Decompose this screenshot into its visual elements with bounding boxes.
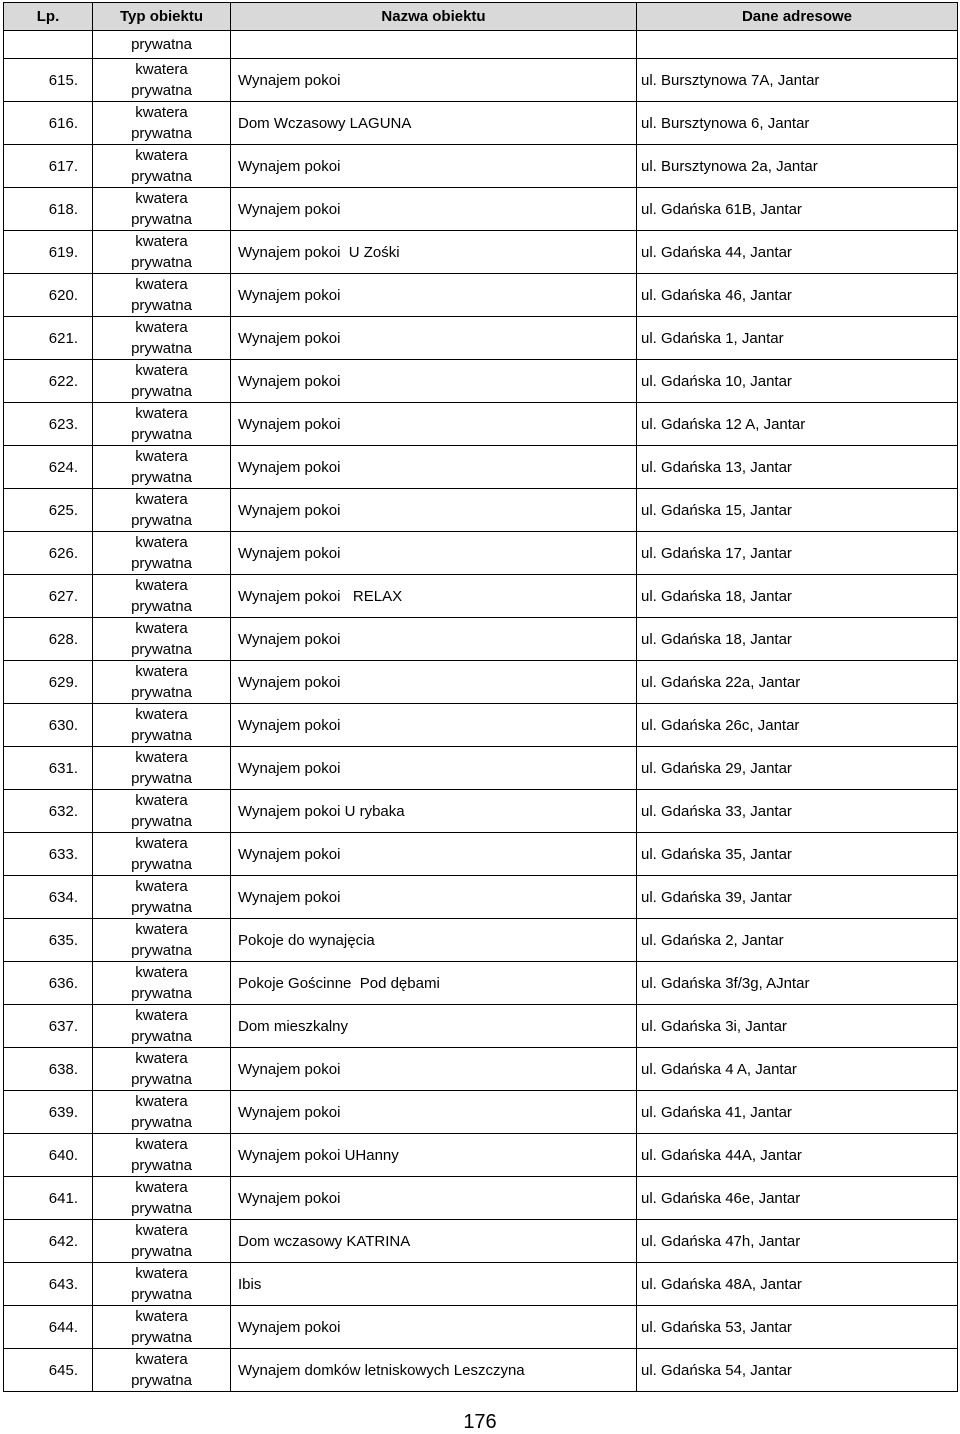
row-nazwa-obiektu: Wynajem pokoi: [231, 360, 637, 403]
continuation-adres: [637, 31, 958, 59]
row-nazwa-obiektu: Wynajem pokoi: [231, 403, 637, 446]
row-dane-adresowe: ul. Gdańska 15, Jantar: [637, 489, 958, 532]
row-typ-line: prywatna: [131, 598, 192, 615]
row-typ-line: prywatna: [131, 770, 192, 787]
row-nazwa-obiektu: Wynajem pokoi: [231, 1306, 637, 1349]
table-row: [4, 704, 958, 747]
row-typ-obiektu: [93, 532, 231, 575]
row-typ-line: prywatna: [131, 254, 192, 271]
row-dane-adresowe: ul. Gdańska 17, Jantar: [637, 532, 958, 575]
row-typ-line: prywatna: [131, 1329, 192, 1346]
row-dane-adresowe: ul. Gdańska 39, Jantar: [637, 876, 958, 919]
row-typ-obiektu: [93, 145, 231, 188]
row-nazwa-obiektu: Wynajem pokoi: [231, 274, 637, 317]
row-nazwa-obiektu: Wynajem pokoi: [231, 618, 637, 661]
row-typ-line: kwatera: [135, 921, 188, 938]
row-typ-line: kwatera: [135, 1308, 188, 1325]
table-row: [4, 1048, 958, 1091]
accommodation-table: [3, 2, 958, 1392]
row-typ-obiektu: [93, 1048, 231, 1091]
row-typ-line: kwatera: [135, 491, 188, 508]
row-lp: 631.: [4, 747, 93, 790]
table-row: [4, 618, 958, 661]
row-typ-line: prywatna: [131, 856, 192, 873]
row-typ-line: prywatna: [131, 1157, 192, 1174]
row-lp: 642.: [4, 1220, 93, 1263]
row-typ-line: kwatera: [135, 233, 188, 250]
row-typ-line: kwatera: [135, 620, 188, 637]
row-dane-adresowe: ul. Gdańska 35, Jantar: [637, 833, 958, 876]
row-typ-line: kwatera: [135, 319, 188, 336]
table-row: [4, 661, 958, 704]
row-nazwa-obiektu: Wynajem pokoi: [231, 1091, 637, 1134]
row-typ-line: kwatera: [135, 1265, 188, 1282]
row-typ-line: prywatna: [131, 1243, 192, 1260]
row-lp: 645.: [4, 1349, 93, 1392]
row-typ-line: kwatera: [135, 663, 188, 680]
row-typ-line: kwatera: [135, 706, 188, 723]
table-row: [4, 1220, 958, 1263]
row-typ-obiektu: [93, 1005, 231, 1048]
table-row: [4, 59, 958, 102]
row-typ-line: prywatna: [131, 1071, 192, 1088]
row-nazwa-obiektu: Wynajem pokoi: [231, 1048, 637, 1091]
row-typ-line: kwatera: [135, 1351, 188, 1368]
row-typ-line: prywatna: [131, 168, 192, 185]
row-nazwa-obiektu: Wynajem pokoi: [231, 704, 637, 747]
row-dane-adresowe: ul. Gdańska 54, Jantar: [637, 1349, 958, 1392]
header-lp: Lp.: [4, 3, 93, 31]
row-dane-adresowe: ul. Gdańska 41, Jantar: [637, 1091, 958, 1134]
row-typ-line: kwatera: [135, 104, 188, 121]
row-typ-obiektu: [93, 747, 231, 790]
table-row: [4, 1005, 958, 1048]
row-nazwa-obiektu: Wynajem pokoi: [231, 188, 637, 231]
row-typ-obiektu: [93, 231, 231, 274]
row-dane-adresowe: ul. Gdańska 46, Jantar: [637, 274, 958, 317]
row-typ-obiektu: [93, 661, 231, 704]
row-typ-obiektu: [93, 274, 231, 317]
continuation-typ: prywatna: [93, 31, 231, 59]
row-nazwa-obiektu: Wynajem pokoi: [231, 1177, 637, 1220]
table-row: [4, 188, 958, 231]
row-lp: 637.: [4, 1005, 93, 1048]
row-typ-line: prywatna: [131, 1286, 192, 1303]
row-lp: 622.: [4, 360, 93, 403]
row-lp: 627.: [4, 575, 93, 618]
table-row: [4, 919, 958, 962]
row-nazwa-obiektu: Wynajem pokoi: [231, 833, 637, 876]
row-nazwa-obiektu: Wynajem pokoi U rybaka: [231, 790, 637, 833]
row-dane-adresowe: ul. Bursztynowa 6, Jantar: [637, 102, 958, 145]
row-typ-line: prywatna: [131, 1372, 192, 1389]
row-lp: 628.: [4, 618, 93, 661]
row-typ-obiektu: [93, 618, 231, 661]
table-row: [4, 1306, 958, 1349]
row-dane-adresowe: ul. Gdańska 44A, Jantar: [637, 1134, 958, 1177]
table-row: [4, 833, 958, 876]
row-typ-line: kwatera: [135, 577, 188, 594]
row-typ-line: kwatera: [135, 1179, 188, 1196]
continuation-lp: [4, 31, 93, 59]
row-dane-adresowe: ul. Gdańska 3i, Jantar: [637, 1005, 958, 1048]
row-dane-adresowe: ul. Gdańska 12 A, Jantar: [637, 403, 958, 446]
row-lp: 626.: [4, 532, 93, 575]
row-dane-adresowe: ul. Gdańska 18, Jantar: [637, 618, 958, 661]
row-nazwa-obiektu: Ibis: [231, 1263, 637, 1306]
row-typ-line: kwatera: [135, 1136, 188, 1153]
row-lp: 639.: [4, 1091, 93, 1134]
row-nazwa-obiektu: Wynajem pokoi: [231, 59, 637, 102]
table-row: [4, 962, 958, 1005]
row-typ-line: kwatera: [135, 878, 188, 895]
table-row: [4, 1177, 958, 1220]
row-dane-adresowe: ul. Gdańska 53, Jantar: [637, 1306, 958, 1349]
row-typ-line: prywatna: [131, 125, 192, 142]
row-typ-line: prywatna: [131, 297, 192, 314]
table-row: [4, 102, 958, 145]
row-nazwa-obiektu: Dom Wczasowy LAGUNA: [231, 102, 637, 145]
table-row: [4, 1263, 958, 1306]
row-nazwa-obiektu: Wynajem pokoi: [231, 317, 637, 360]
row-lp: 619.: [4, 231, 93, 274]
row-lp: 625.: [4, 489, 93, 532]
row-typ-line: prywatna: [131, 1200, 192, 1217]
table-row: [4, 575, 958, 618]
row-typ-obiektu: [93, 59, 231, 102]
row-typ-line: prywatna: [131, 942, 192, 959]
table-row: [4, 1091, 958, 1134]
row-lp: 623.: [4, 403, 93, 446]
row-nazwa-obiektu: Wynajem pokoi: [231, 489, 637, 532]
row-dane-adresowe: ul. Gdańska 18, Jantar: [637, 575, 958, 618]
row-typ-line: kwatera: [135, 835, 188, 852]
row-typ-line: kwatera: [135, 276, 188, 293]
row-nazwa-obiektu: Wynajem pokoi: [231, 446, 637, 489]
row-typ-obiektu: [93, 1177, 231, 1220]
table-row: [4, 317, 958, 360]
row-dane-adresowe: ul. Gdańska 33, Jantar: [637, 790, 958, 833]
row-nazwa-obiektu: Wynajem pokoi: [231, 532, 637, 575]
row-typ-obiektu: [93, 1306, 231, 1349]
row-lp: 632.: [4, 790, 93, 833]
row-nazwa-obiektu: Wynajem pokoi: [231, 747, 637, 790]
row-typ-obiektu: [93, 833, 231, 876]
table-row: [4, 790, 958, 833]
row-lp: 641.: [4, 1177, 93, 1220]
row-typ-line: kwatera: [135, 749, 188, 766]
row-typ-line: prywatna: [131, 813, 192, 830]
row-typ-obiektu: [93, 403, 231, 446]
row-typ-obiektu: [93, 790, 231, 833]
row-typ-line: prywatna: [131, 727, 192, 744]
row-lp: 616.: [4, 102, 93, 145]
row-lp: 634.: [4, 876, 93, 919]
row-dane-adresowe: ul. Gdańska 3f/3g, AJntar: [637, 962, 958, 1005]
row-typ-line: kwatera: [135, 792, 188, 809]
row-lp: 615.: [4, 59, 93, 102]
header-typ-obiektu: Typ obiektu: [93, 3, 231, 31]
row-typ-line: prywatna: [131, 82, 192, 99]
row-typ-line: kwatera: [135, 1050, 188, 1067]
row-dane-adresowe: ul. Gdańska 22a, Jantar: [637, 661, 958, 704]
row-dane-adresowe: ul. Gdańska 26c, Jantar: [637, 704, 958, 747]
table-row: [4, 145, 958, 188]
row-typ-obiektu: [93, 102, 231, 145]
table-row: [4, 489, 958, 532]
row-typ-obiektu: [93, 317, 231, 360]
row-typ-line: kwatera: [135, 362, 188, 379]
row-typ-line: prywatna: [131, 1114, 192, 1131]
row-typ-line: kwatera: [135, 448, 188, 465]
header-nazwa-obiektu: Nazwa obiektu: [231, 3, 637, 31]
row-lp: 630.: [4, 704, 93, 747]
row-dane-adresowe: ul. Gdańska 44, Jantar: [637, 231, 958, 274]
row-typ-obiektu: [93, 1220, 231, 1263]
row-dane-adresowe: ul. Gdańska 13, Jantar: [637, 446, 958, 489]
row-nazwa-obiektu: Wynajem pokoi UHanny: [231, 1134, 637, 1177]
table-row: [4, 360, 958, 403]
row-typ-obiektu: [93, 188, 231, 231]
row-typ-obiektu: [93, 1134, 231, 1177]
row-typ-line: kwatera: [135, 405, 188, 422]
row-lp: 636.: [4, 962, 93, 1005]
row-typ-obiektu: [93, 1263, 231, 1306]
row-lp: 620.: [4, 274, 93, 317]
row-nazwa-obiektu: Wynajem pokoi: [231, 661, 637, 704]
header-row: [4, 3, 958, 31]
row-typ-line: prywatna: [131, 899, 192, 916]
row-typ-obiektu: [93, 446, 231, 489]
row-nazwa-obiektu: Wynajem pokoi: [231, 876, 637, 919]
row-typ-line: kwatera: [135, 61, 188, 78]
row-typ-obiektu: [93, 876, 231, 919]
row-nazwa-obiektu: Pokoje Gościnne Pod dębami: [231, 962, 637, 1005]
row-nazwa-obiektu: Wynajem pokoi: [231, 145, 637, 188]
row-typ-obiektu: [93, 704, 231, 747]
table-row: [4, 532, 958, 575]
continuation-nazwa: [231, 31, 637, 59]
row-dane-adresowe: ul. Gdańska 29, Jantar: [637, 747, 958, 790]
row-typ-line: kwatera: [135, 147, 188, 164]
row-typ-obiektu: [93, 360, 231, 403]
row-typ-obiektu: [93, 1091, 231, 1134]
row-dane-adresowe: ul. Gdańska 46e, Jantar: [637, 1177, 958, 1220]
header-dane-adresowe: Dane adresowe: [637, 3, 958, 31]
row-typ-line: prywatna: [131, 1028, 192, 1045]
row-lp: 644.: [4, 1306, 93, 1349]
row-nazwa-obiektu: Dom wczasowy KATRINA: [231, 1220, 637, 1263]
row-dane-adresowe: ul. Bursztynowa 2a, Jantar: [637, 145, 958, 188]
row-dane-adresowe: ul. Gdańska 1, Jantar: [637, 317, 958, 360]
table-row: [4, 747, 958, 790]
row-dane-adresowe: ul. Gdańska 10, Jantar: [637, 360, 958, 403]
row-nazwa-obiektu: Wynajem pokoi U Zośki: [231, 231, 637, 274]
row-typ-obiektu: [93, 962, 231, 1005]
continuation-row: [4, 31, 958, 59]
row-dane-adresowe: ul. Gdańska 4 A, Jantar: [637, 1048, 958, 1091]
row-typ-line: prywatna: [131, 641, 192, 658]
row-lp: 617.: [4, 145, 93, 188]
row-lp: 621.: [4, 317, 93, 360]
table-row: [4, 876, 958, 919]
table-row: [4, 446, 958, 489]
row-typ-line: prywatna: [131, 985, 192, 1002]
row-lp: 624.: [4, 446, 93, 489]
row-typ-line: prywatna: [131, 469, 192, 486]
table-row: [4, 1134, 958, 1177]
row-nazwa-obiektu: Wynajem pokoi RELAX: [231, 575, 637, 618]
row-typ-line: prywatna: [131, 512, 192, 529]
row-lp: 633.: [4, 833, 93, 876]
row-dane-adresowe: ul. Bursztynowa 7A, Jantar: [637, 59, 958, 102]
row-dane-adresowe: ul. Gdańska 61B, Jantar: [637, 188, 958, 231]
row-typ-line: prywatna: [131, 383, 192, 400]
row-typ-line: prywatna: [131, 684, 192, 701]
row-typ-line: prywatna: [131, 426, 192, 443]
row-typ-obiektu: [93, 575, 231, 618]
row-dane-adresowe: ul. Gdańska 48A, Jantar: [637, 1263, 958, 1306]
row-lp: 629.: [4, 661, 93, 704]
row-typ-line: prywatna: [131, 555, 192, 572]
row-dane-adresowe: ul. Gdańska 47h, Jantar: [637, 1220, 958, 1263]
row-dane-adresowe: ul. Gdańska 2, Jantar: [637, 919, 958, 962]
row-typ-line: kwatera: [135, 1093, 188, 1110]
row-typ-obiektu: [93, 489, 231, 532]
row-lp: 640.: [4, 1134, 93, 1177]
row-typ-obiektu: [93, 1349, 231, 1392]
row-typ-line: kwatera: [135, 1222, 188, 1239]
row-nazwa-obiektu: Wynajem domków letniskowych Leszczyna: [231, 1349, 637, 1392]
row-nazwa-obiektu: Pokoje do wynajęcia: [231, 919, 637, 962]
table-row: [4, 274, 958, 317]
row-lp: 643.: [4, 1263, 93, 1306]
row-lp: 618.: [4, 188, 93, 231]
row-typ-line: kwatera: [135, 964, 188, 981]
row-nazwa-obiektu: Dom mieszkalny: [231, 1005, 637, 1048]
table-row: [4, 1349, 958, 1392]
row-typ-line: kwatera: [135, 190, 188, 207]
table-row: [4, 403, 958, 446]
row-typ-line: kwatera: [135, 534, 188, 551]
table-row: [4, 231, 958, 274]
row-typ-line: kwatera: [135, 1007, 188, 1024]
row-lp: 635.: [4, 919, 93, 962]
row-lp: 638.: [4, 1048, 93, 1091]
page-number: 176: [463, 1411, 497, 1433]
row-typ-line: prywatna: [131, 340, 192, 357]
row-typ-obiektu: [93, 919, 231, 962]
row-typ-line: prywatna: [131, 211, 192, 228]
